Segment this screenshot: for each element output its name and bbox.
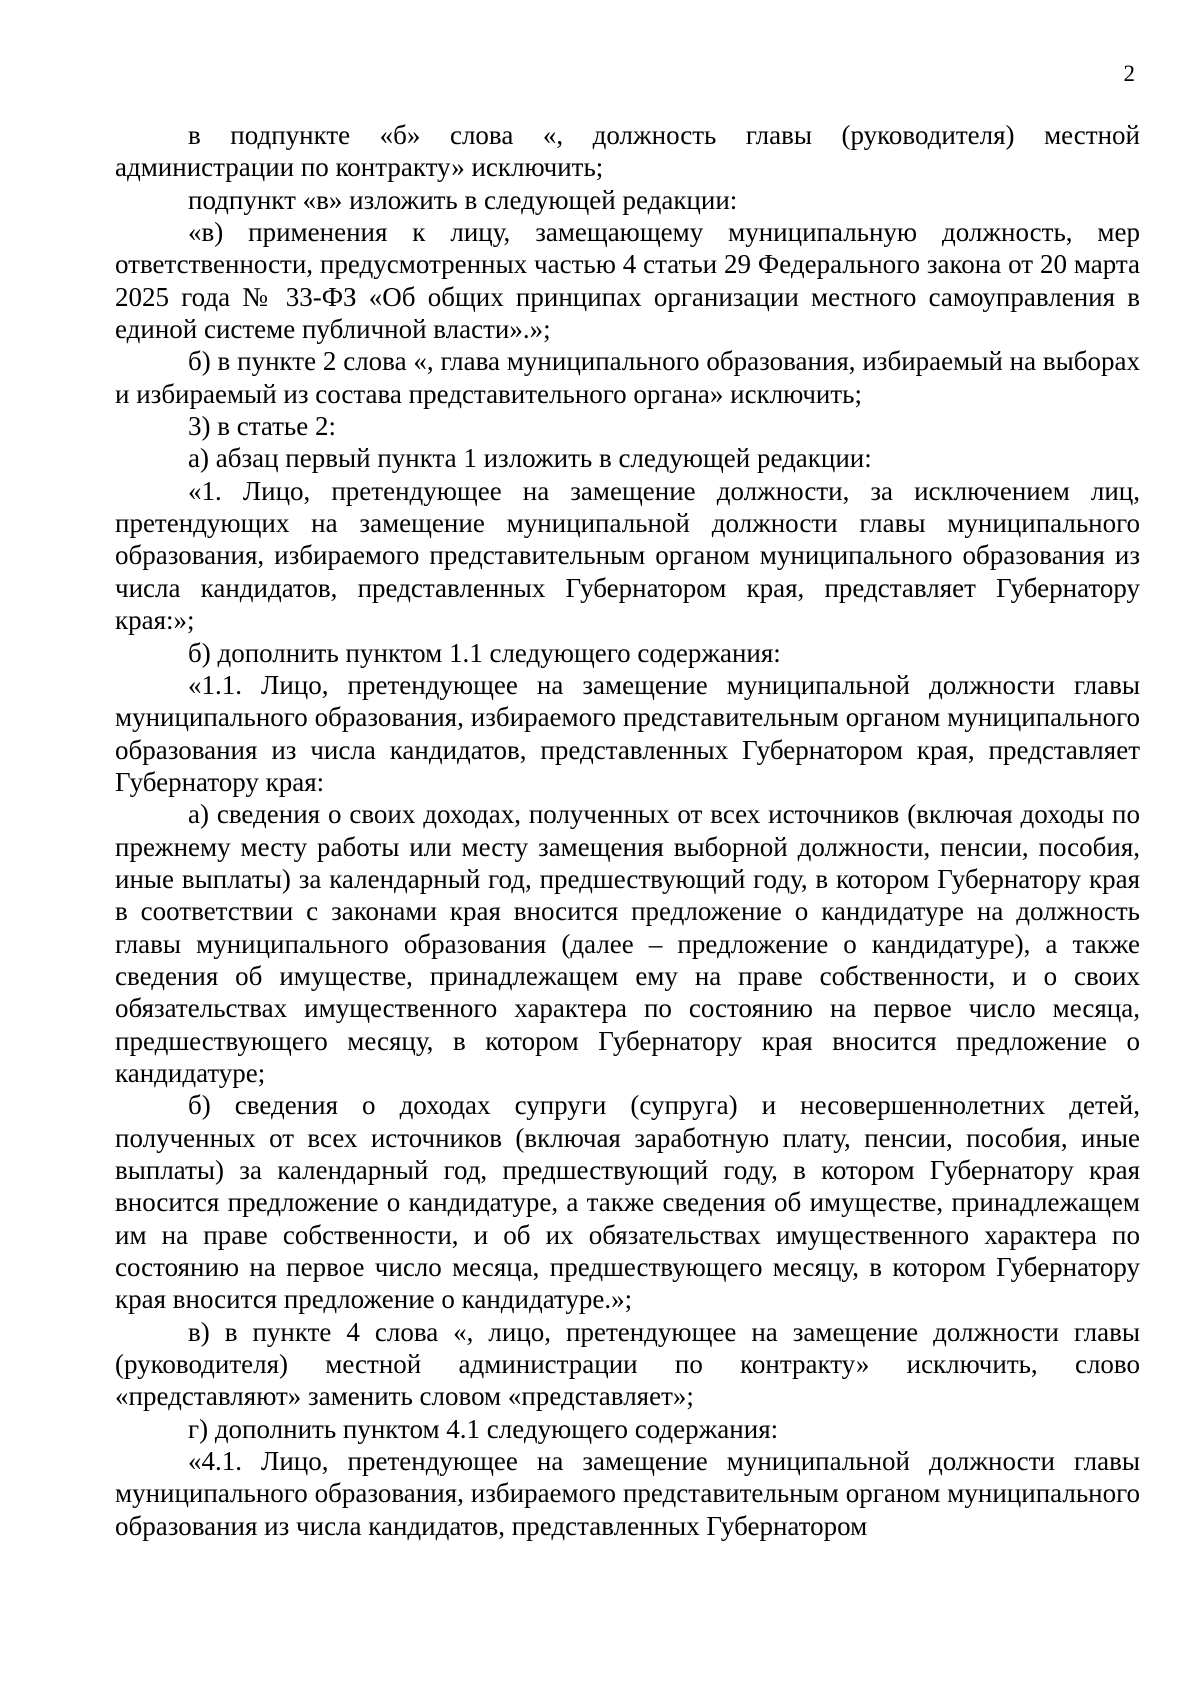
paragraph: а) абзац первый пункта 1 изложить в следующей редакции: [188,443,872,474]
paragraph: а) сведения о своих доходах, полученных от всех источников (включая доходы по прежнему месту работы или месту замещения выборной должности, пенсии, пособия, иные выплаты) за календарный год, предшествующий году, в котором Губернатору края в соответствии с законами края вносится предложение о кандидатуре на должность главы муниципального образования (далее – предложение о кандидатуре), а также сведения об имуществе, принадлежащем ему на праве собственности, и о своих обязательствах имущественного характера по состоянию на первое число месяца, предшествующего месяцу, в котором Губернатору края вносится предложение о кандидатуре; [115,799,1140,1088]
paragraph: в подпункте «б» слова «, должность главы (руководителя) местной администрации по контракту» исключить; [115,120,1140,183]
page-number: 2 [1123,61,1135,86]
paragraph: б) в пункте 2 слова «, глава муниципального образования, избираемый на выборах и избираемый из состава представительного органа» исключить; [115,346,1140,409]
paragraph: г) дополнить пунктом 4.1 следующего содержания: [188,1413,779,1444]
paragraph: «в) применения к лицу, замещающему муниципальную должность, мер ответственности, предусмотренных частью 4 статьи 29 Федерального закона от 20 марта 2025 года № 33-ФЗ «Об общих принципах организации местного самоуправления в единой системе публичной власти».»; [115,217,1140,345]
paragraph: б) сведения о доходах супруги (супруга) и несовершеннолетних детей, полученных от всех источников (включая заработную плату, пенсии, пособия, иные выплаты) за календарный год, предшествующий году, в котором Губернатору края вносится предложение о кандидатуре, а также сведения об имуществе, принадлежащем им на праве собственности, и об их обязательствах имущественного характера по состоянию на первое число месяца, предшествующего месяцу, в котором Губернатору края вносится предложение о кандидатуре.»; [115,1090,1140,1315]
paragraph: подпункт «в» изложить в следующей редакции: [188,184,738,215]
paragraph: «1.1. Лицо, претендующее на замещение муниципальной должности главы муниципального образования, избираемого представительным органом муниципального образования из числа кандидатов, представленных Губернатором края, представляет Губернатору края: [115,669,1140,797]
paragraph: «4.1. Лицо, претендующее на замещение муниципальной должности главы муниципального образования, избираемого представительным органом муниципального образования из числа кандидатов, представленных Губернатором [115,1446,1140,1541]
paragraph: «1. Лицо, претендующее на замещение должности, за исключением лиц, претендующих на замещение муниципальной должности главы муниципального образования, избираемого представительным органом муниципального образования из числа кандидатов, представленных Губернатором края, представляет Губернатору края:»; [115,475,1140,636]
document-body [115,119,1140,1542]
paragraph: 3) в статье 2: [188,411,336,442]
paragraph: б) дополнить пунктом 1.1 следующего содержания: [188,637,781,668]
paragraph: в) в пункте 4 слова «, лицо, претендующее на замещение должности главы (руководителя) местной администрации по контракту» исключить, слово «представляют» заменить словом «представляет»; [115,1316,1140,1412]
